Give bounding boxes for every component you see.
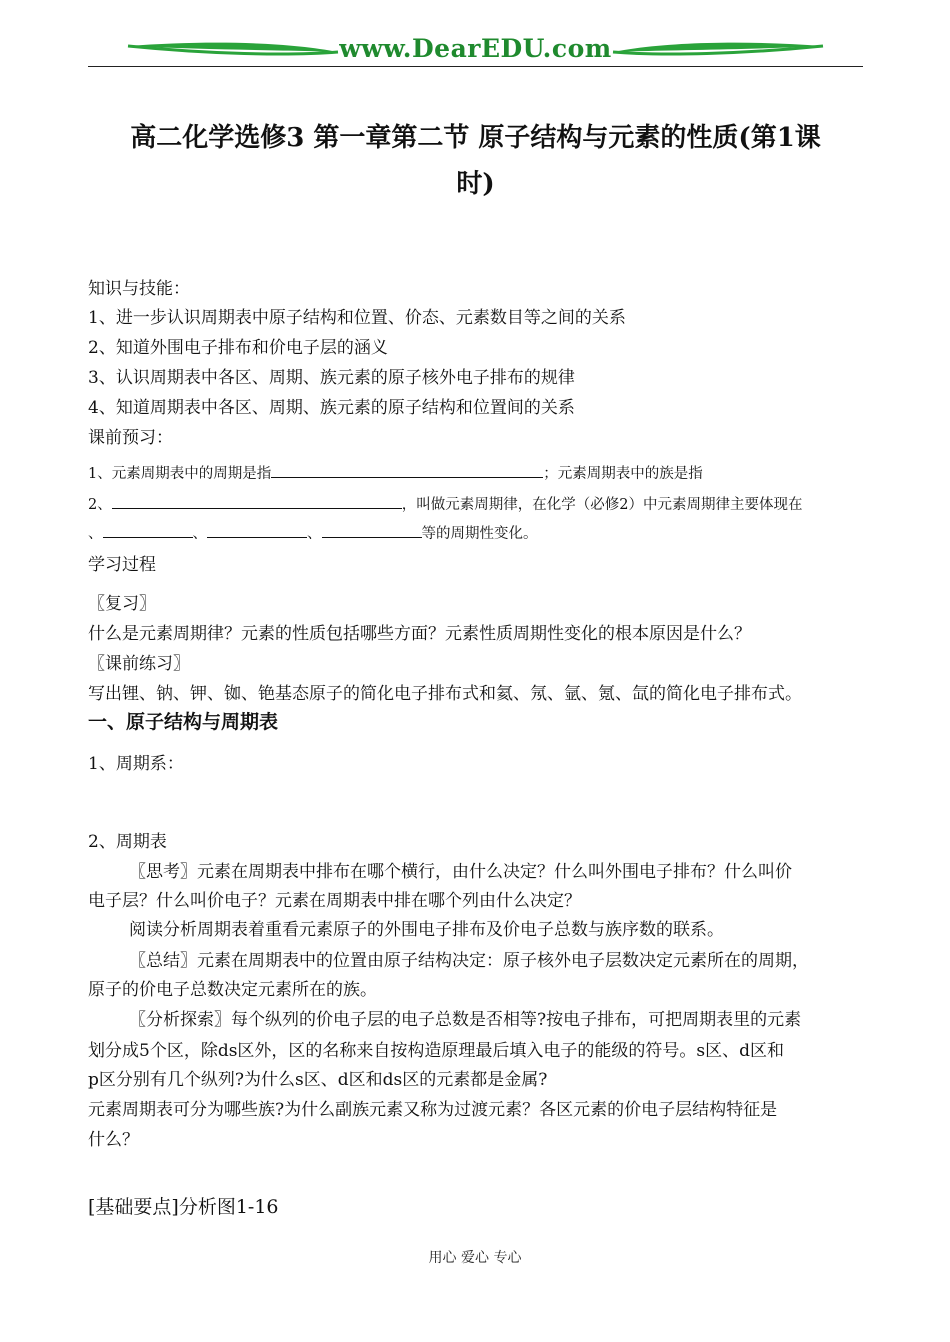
explore-line-3: p区分别有几个纵列?为什么s区、d区和ds区的元素都是金属? [88,1070,548,1090]
fill-blank[interactable] [271,462,543,478]
section-1-sub-2: 2、周期表 [88,832,167,852]
key-point-line: [基础要点]分析图1-16 [88,1196,279,1218]
preview-q2-text-b: ，叫做元素周期律，在化学（必修2）中元素周期律主要体现在 [401,497,803,513]
site-logo-banner [88,30,863,70]
think-line-2: 电子层？什么叫价电子？元素在周期表中排在哪个列由什么决定？ [88,891,581,911]
fill-blank[interactable] [207,522,307,538]
preview-q1-text-b: ；元素周期表中的族是指 [543,466,703,482]
exercise-tag: 〖课前练习〗 [88,654,190,674]
fill-blank[interactable] [322,522,422,538]
preview-q2-text-end: 等的周期性变化。 [421,526,538,542]
section-1-heading: 一、原子结构与周期表 [88,711,279,733]
review-tag: 〖复习〗 [88,594,156,614]
page-title [88,115,863,207]
explore-line-1: 〖分析探索〗每个纵列的价电子层的电子总数是否相等?按电子排布，可把周期表里的元素 [129,1010,802,1030]
preview-q2-text-a: 2、 [88,497,112,513]
title-line-2: 时) [456,169,495,199]
think-line-1: 〖思考〗元素在周期表中排布在哪个横行，由什么决定？什么叫外围电子排布？什么叫价 [129,862,792,882]
knowledge-item-4: 4、知道周期表中各区、周期、族元素的原子结构和位置间的关系 [88,398,575,418]
process-heading: 学习过程 [88,555,156,575]
fill-blank[interactable] [112,493,402,509]
preview-q2-sep: 、 [307,526,322,542]
summary-line-2: 原子的价电子总数决定元素所在的族。 [88,980,377,1000]
explore-line-4: 元素周期表可分为哪些族?为什么副族元素又称为过渡元素？各区元素的价电子层结构特征是 [88,1100,778,1120]
preview-question-2 [88,493,802,514]
fill-blank[interactable] [103,522,193,538]
preview-question-1 [88,462,703,483]
knowledge-item-2: 2、知道外围电子排布和价电子层的涵义 [88,338,388,358]
knowledge-item-1: 1、进一步认识周期表中原子结构和位置、价态、元素数目等之间的关系 [88,308,626,328]
explore-line-2: 划分成5个区，除ds区外，区的名称来自按构造原理最后填入电子的能级的符号。s区、d区和 [88,1041,785,1061]
knowledge-item-3: 3、认识周期表中各区、周期、族元素的原子核外电子排布的规律 [88,368,575,388]
preview-q1-text-a: 1、元素周期表中的周期是指 [88,466,272,482]
summary-line-1: 〖总结〗元素在周期表中的位置由原子结构决定：原子核外电子层数决定元素所在的周期， [129,951,809,971]
title-line-1: 高二化学选修3 第一章第二节 原子结构与元素的性质(第1课 [130,123,821,153]
read-line: 阅读分析周期表着重看元素原子的外围电子排布及价电子总数与族序数的联系。 [129,920,724,940]
section-1-sub-1: 1、周期系： [88,754,184,774]
preview-heading: 课前预习： [88,428,173,448]
preview-q2-sep: 、 [192,526,207,542]
page-footer: 用心 爱心 专心 [428,1250,522,1266]
preview-question-2-cont [88,522,538,543]
knowledge-heading: 知识与技能： [88,279,190,299]
exercise-question: 写出锂、钠、钾、铷、铯基态原子的简化电子排布式和氦、氖、氩、氪、氙的简化电子排布式。 [88,684,802,704]
review-question: 什么是元素周期律？元素的性质包括哪些方面？元素性质周期性变化的根本原因是什么？ [88,624,751,644]
explore-line-5: 什么？ [88,1130,139,1150]
preview-q2-sep: 、 [88,526,103,542]
logo-text: www.DearEDU.com [339,34,612,63]
header-divider [88,66,863,67]
